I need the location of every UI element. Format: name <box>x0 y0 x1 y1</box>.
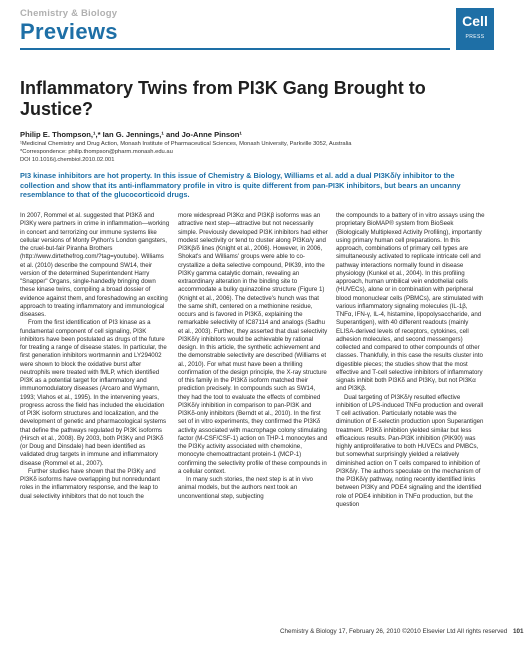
header-rule <box>20 48 450 50</box>
logo-main-text: Cell <box>462 13 488 29</box>
paragraph: In 2007, Rommel et al. suggested that PI3Kδ and PI3Kγ were partners in crime in inflammation—working in concert and terrorizing our immune systems like cellular versions of Monty Python's London gangsters, the cruel-but-fair Piranha Brothers (http://www.dirtethefrog.com/?tag=youtube). Williams et al. (2010) describe the compound SW14, their version of the determined Superintendent Harry "Snapper" Organs, single-handedly bringing down these kinase twins, compiling a broad dossier of evidence against them, and foreshadowing an exciting approach to treating inflammatory and immunological diseases. <box>20 212 170 318</box>
journal-name: Chemistry & Biology <box>20 8 118 19</box>
abstract: PI3 kinase inhibitors are hot property. In this issue of Chemistry & Biology, Williams et al. add a dual PI3Kδ/γ inhibitor to the collection and show that its anti-inflammatory profile in vitro is quite different from pan-PI3K inhibitors, but bears an uncanny resemblance to that of the glucocorticoid drugs. <box>20 171 461 200</box>
footer-citation: Chemistry & Biology 17, February 26, 2010 ©2010 Elsevier Ltd All rights reserved <box>280 628 508 635</box>
cell-press-logo <box>456 8 494 50</box>
page-footer <box>280 628 524 635</box>
page-number: 101 <box>513 628 524 635</box>
article-title: Inflammatory Twins from PI3K Gang Brought to Justice? <box>20 78 426 119</box>
correspondence: *Correspondence: philip.thompson@pharm.monash.edu.au <box>20 149 173 155</box>
paragraph: the compounds to a battery of in vitro assays using the proprietary BioMAP® system from BioSeek (Biologically Multiplexed Activity Profiling), importantly using primary human cell preparations. In this approach, combinations of primary cell types are simultaneously activated to replicate intricate cell and pathway interactions normally found in disease physiology (Kunkel et al., 2004). In this profiling approach, human umbilical vein endothelial cells (HUVECs), alone or in combination with peripheral blood mononuclear cells (PBMCs), are stimulated with various inflammatory signaling molecules (IL-1β, TNFα, IFN-γ, IL-4, histamine, lipopolysaccharide, and Superantigen), with 40 different readouts (mainly ELISA-derived levels of receptors, cytokines, cell adhesion molecules, and second messengers) collected and compared to other compounds of other classes. Thankfully, in this case the results cluster into digestible pieces; the studies show that the most effective and T-cell selective inhibitors of inflammatory signals inhibit both PI3Kδ and PI3Kγ, but not PI3Kα and PI3Kβ. <box>336 212 485 393</box>
article-authors: Philip E. Thompson,¹,* Ian G. Jennings,¹ and Jo-Anne Pinson¹ <box>20 130 242 139</box>
paragraph: Dual targeting of PI3Kδ/γ resulted effective inhibition of LPS-induced TNFα production and overall T cell activation. Particularly notable was the diminution of E-selectin production upon Superantigen treatment. PI3Kδ inhibition yielded similar but less efficacious results. Pan-PI3K inhibition (PIK90) was highly antiproliferative to both HUVECs and PMBCs, but somewhat surprisingly yielded a relatively diminished action on T cells compared to inhibition of PI3Kδ/γ. The authors speculate on the mechanism of the PI3Kδ/γ pathway, noting recently identified links between PI3Kγ and PDE4 signaling and the identified role of PDE4 inhibition in TNFα production, but the question <box>336 393 484 508</box>
doi: DOI 10.1016/j.chembiol.2010.02.001 <box>20 157 115 163</box>
paragraph: In many such stories, the next step is at in vivo animal models, but the authors next took an unconventional step, subjecting <box>178 476 313 500</box>
body-column-2 <box>178 212 328 501</box>
logo-sub-text: PRESS <box>465 34 485 40</box>
paragraph: Further studies have shown that the PI3Kγ and PI3Kδ isoforms have overlapping but nonredundant roles in the inflammatory response, and the leap to dual selectivity inhibitors that do not touch the <box>20 467 160 500</box>
paragraph: more widespread PI3Kα and PI3Kβ isoforms was an attractive next step—attractive but not necessarily simple. Previously developed PI3K inhibitors had either modest selectivity or tend to cluster along PI3Kα/γ and PI3Kβ/δ lines (Knight et al., 2006). However, in 2006, Shokat's and Williams' groups were able to co-crystallize a delta selective compound, PIK39, into the PI3Kγ gamma catalytic domain, revealing an extraordinary alteration in the binding site to accommodate a bulky quinazoline structure (Figure 1) (Knight et al., 2006). The detective's hunch was that the same shift, centered on a methionine residue, occurs and is favored in PI3Kδ, explaining the remarkable selectivity of IC87114 and analogs (Sadhu et al., 2003). Further, they asserted that dual selectivity PI3Kδ/γ inhibitors would be achievable by rational design. In this article, the synthetic achievement and the demonstrable selectivity are described (Williams et al., 2010). For what must have been a thrilling confirmation of the design principle, the X-ray structure of this family in the PI3Kδ isoform matched their prediction precisely. In compounds such as SW14, they had the tool to evaluate the effects of combined PI3Kδ/γ inhibition in comparison to pan-PI3K and PI3Kδ-only inhibitors (Berndt et al., 2010). In the first set of in vitro experiments, they confirmed the PI3Kδ activity associated with macrophage colony stimulating factor (M-CSF/CSF-1) action on THP-1 monocytes and the PI3Kγ activity associated with chemokine, monocyte chemoattractant protein-1 (MCP-1) confirming the selectivity profile of these compounds in a cellular context. <box>178 212 328 475</box>
section-label: Previews <box>20 19 118 44</box>
body-column-1 <box>20 212 170 501</box>
affiliation: ¹Medicinal Chemistry and Drug Action, Monash Institute of Pharmaceutical Sciences, Monash University, Parkville 3052, Australia <box>20 141 352 147</box>
body-column-3 <box>336 212 486 509</box>
paragraph: From the first identification of PI3 kinase as a fundamental component of cell signaling, PI3K inhibitors have been postulated as drugs of the future for treating a range of disease states. In particular, the first generation inhibitors wortmannin and LY294002 were shown to block the oxidative burst after neutrophils were treated with fMLP, which identified PI3K as a potential target for inflammatory and immunomodulatory diseases (Arcaro and Wymann, 1993; Vlahos et al., 1995). In the intervening years, progress across the field has included the elucidation of PI3K isoform structures and localization, and the development of genetic and pharmacological systems that define the pathways regulated by PI3K isoforms (Hirsch et al., 2008). By 2003, both PI3Kγ and PI3Kδ (or Doug and Dinsdale) had been identified as validated drug targets in immune and inflammatory disease (Rommel et al., 2007). <box>20 319 167 467</box>
